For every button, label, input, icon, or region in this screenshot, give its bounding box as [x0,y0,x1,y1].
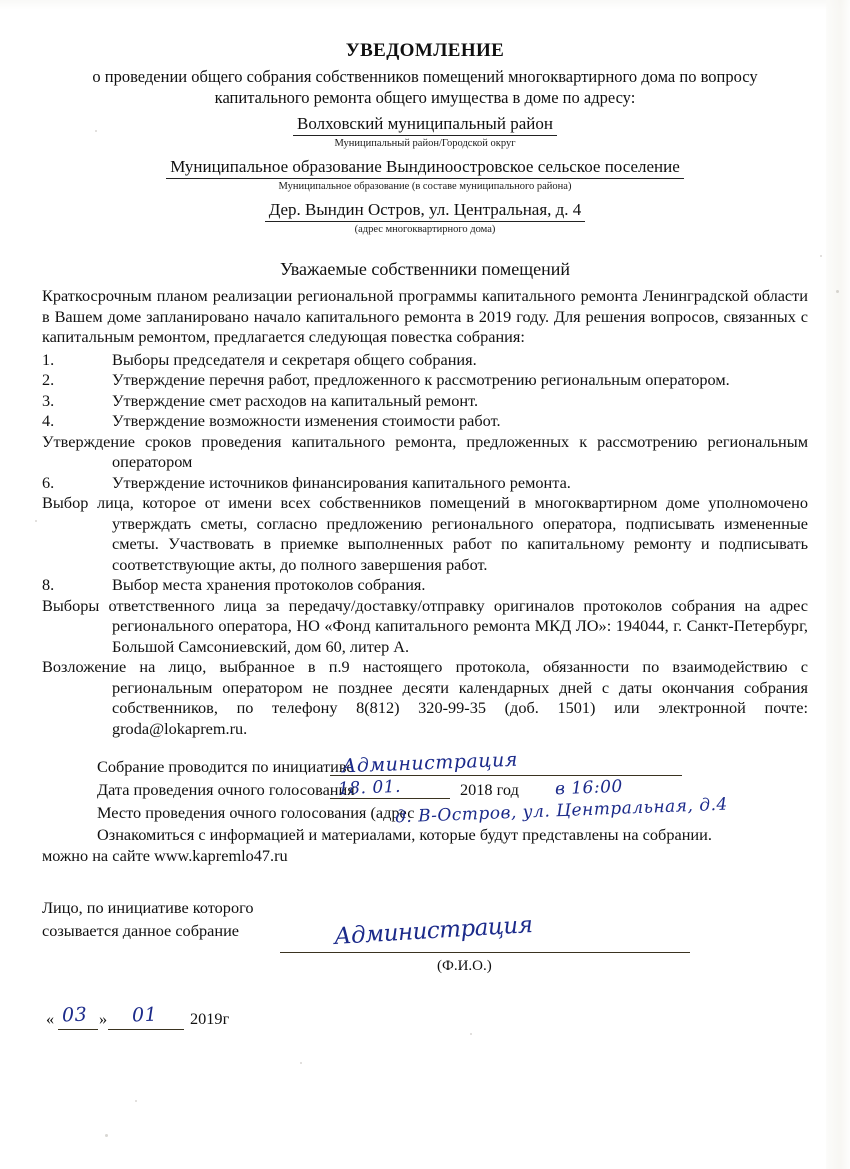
agenda-item [42,473,808,494]
scan-speck [820,255,822,257]
scan-speck [105,1134,108,1137]
initiator-signature-handwriting: Администрация [333,911,534,951]
agenda-item-text: Выборы председателя и секретаря общего собрания. [112,349,477,369]
scan-speck [135,1100,137,1102]
date-day-handwriting: 03 [61,1003,88,1027]
agenda-item-text: Утверждение перечня работ, предложенного к рассмотрению региональным оператором. [112,370,730,389]
agenda-item-text: Утверждение смет расходов на капитальный ремонт. [112,390,479,410]
agenda-item [42,575,808,596]
initiator-block [42,896,808,991]
agenda-item-text: Возложение на лицо, выбранное в п.9 настоящего протокола, обязанности по взаимодействию с региональным оператором не позднее десяти календарных дней с даты окончания собрания собственников, по телефону 8(812) 320-99-35 (доб. 1501) или электронной почте: groda@lokaprem.ru. [42,657,808,738]
field-municipal-formation-caption: Муниципальное образование (в составе муниципального района) [278,181,572,192]
field-municipal-district-caption: Муниципальный район/Городской округ [334,138,516,149]
scan-speck [300,1062,302,1064]
meeting-year-label: 2018 год [460,780,519,799]
agenda-item-number [42,493,70,514]
agenda-item-text: Утверждение источников финансирования капитального ремонта. [112,472,571,492]
signature-date-block [42,997,808,1037]
field-building-address [42,199,808,237]
field-municipal-formation [42,156,808,194]
agenda-item-number [42,657,70,678]
scan-speck [35,520,37,522]
agenda-item-text: Утверждение сроков проведения капитального ремонта, предложенных к рассмотрению региональным оператором [42,431,808,471]
scan-speck [836,290,839,293]
date-month-rule [108,1029,184,1030]
field-municipal-district-value: Волховский муниципальный район [293,113,557,136]
field-municipal-district [42,113,808,151]
agenda-item [42,370,808,391]
agenda-item-number: 3. [42,390,55,410]
agenda-item [42,411,808,432]
initiative-row [42,748,808,778]
info-line-2: можно на сайте www.kapremlo47.ru [42,846,288,865]
initiative-handwriting: Администрация [341,748,519,778]
field-building-address-value: Дер. Вындин Остров, ул. Центральная, д. 4 [265,199,586,222]
meeting-place-row [42,794,808,828]
agenda-item-number: 2. [42,370,55,389]
date-quote-open: « [46,1009,55,1028]
meeting-place-label: Место проведения очного голосования (адрес [97,803,415,822]
agenda-item-number: 6. [42,472,55,492]
signature-rule [280,952,690,953]
date-month-handwriting: 01 [131,1003,158,1027]
scan-edge-right [826,0,850,1169]
document-subtitle-line-2: капитального ремонта общего имущества в доме по адресу: [214,88,636,107]
agenda-item-text: Выбор места хранения протоколов собрания. [112,575,426,594]
agenda-item-text: Выборы ответственного лица за передачу/доставку/отправку оригиналов протоколов собрания на адрес регионального оператора, НО «Фонд капитального ремонта МКД ЛО»: 194044, г. Санкт-Петербург, Большой Самсониевский, дом 60, литер А. [42,595,808,656]
meeting-time-handwriting: в 16:00 [554,776,624,800]
date-day-rule [58,1029,98,1030]
date-year-label: 2019г [190,1009,230,1028]
agenda-item [42,493,808,575]
agenda-item [42,350,808,371]
field-building-address-caption: (адрес многоквартирного дома) [354,224,496,235]
intro-paragraph: Краткосрочным планом реализации региональной программы капитального ремонта Ленинградской области в Вашем доме запланировано начало капитального ремонта в 2019 году. Для решения вопросов, связанных с капитальным ремонтом, предлагается следующая повестка собрания: [42,286,808,346]
meeting-place-handwriting: д. В-Остров, ул. Центральная, д.4 [394,794,729,828]
agenda-item [42,596,808,658]
agenda-item-number [42,596,70,617]
meeting-date-handwriting: 18. 01. [337,776,402,800]
greeting-text: Уважаемые собственники помещений [280,259,570,279]
agenda-item-number: 1. [42,349,55,369]
initiative-label: Собрание проводится по инициативе [97,757,354,776]
date-quote-close: » [99,1009,108,1028]
agenda-item-number: 8. [42,575,55,594]
agenda-item-number: 4. [42,411,55,430]
agenda-item [42,391,808,412]
meeting-date-label: Дата проведения очного голосования [97,780,355,799]
agenda-list [42,350,808,740]
meeting-details-block [42,748,808,866]
agenda-item [42,432,808,473]
agenda-item-text: Выбор лица, которое от имени всех собственников помещений в многоквартирном доме уполномочено утверждать сметы, согласно предложению регионального оператора, подписывать измененные сметы. Участвовать в приемке выполненных работ по капитальному ремонту и подписывать соответствующие акты, до полного завершения работ. [42,493,808,574]
fio-caption: (Ф.И.О.) [437,958,492,974]
agenda-item [42,657,808,739]
document-subtitle-line-1: о проведении общего собрания собственников помещений многоквартирного дома по вопросу [92,67,758,86]
scan-edge-top [0,0,850,10]
initiator-label-line-1: Лицо, по инициативе которого [42,898,254,917]
initiator-label-line-2: созывается данное собрание [42,921,240,940]
info-line-1: Ознакомиться с информацией и материалами, которые будут представлены на собрании. [97,825,712,844]
page-title: УВЕДОМЛЕНИЕ [345,40,505,61]
document-content [42,40,808,1037]
agenda-item-text: Утверждение возможности изменения стоимости работ. [112,411,501,430]
agenda-item-number [42,432,70,453]
field-municipal-formation-value: Муниципальное образование Вындиноостровское сельское поселение [166,156,684,179]
